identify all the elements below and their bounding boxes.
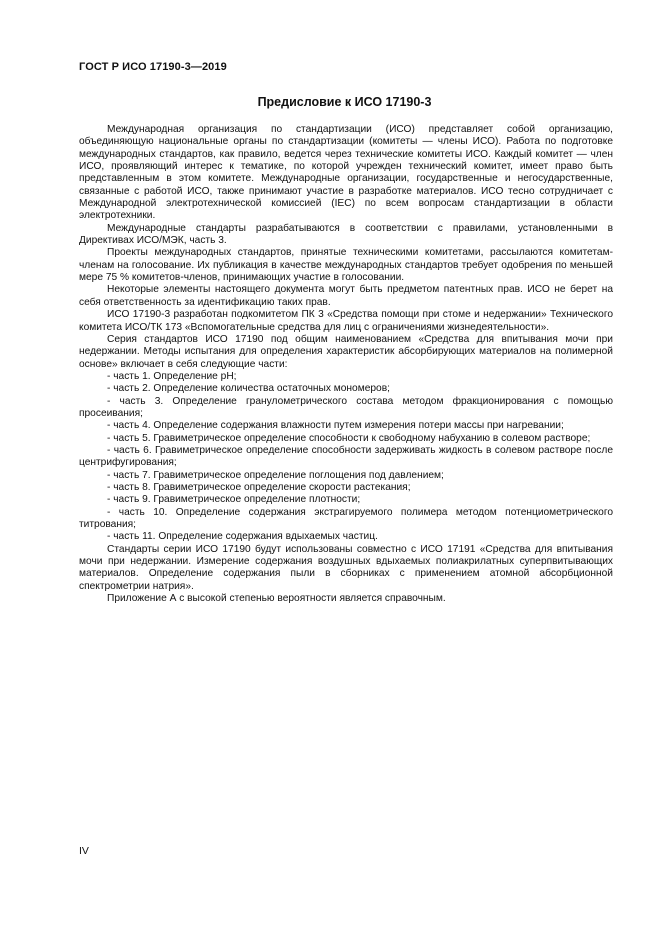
paragraph: Международные стандарты разрабатываются в соответствии с правилами, установленными в Директивах ИСО/МЭК, часть 3. — [79, 222, 613, 247]
list-item: - часть 5. Гравиметрическое определение способности к свободному набуханию в солевом растворе; — [107, 432, 591, 444]
list-item: - часть 6. Гравиметрическое определение способности задерживать жидкость в солевом растворе после центрифугирования; — [79, 444, 613, 469]
paragraph: Проекты международных стандартов, принятые техническими комитетами, рассылаются комитетам-членам на голосование. Их публикация в качестве международных стандартов требует одобрения по меньшей мере 75 % комитетов-членов, принимающих участие в голосовании. — [79, 247, 613, 284]
paragraph: Стандарты серии ИСО 17190 будут использованы совместно с ИСО 17191 «Средства для впитывания мочи при недержании. Измерение содержания воздушных вдыхаемых полиакрилатных суперпвитывающих материалов. Определение содержания пыли в сборниках с применением атомной абсорбционной спектрометрии натрия». — [79, 543, 613, 592]
list-item: - часть 3. Определение гранулометрического состава методом фракционирования с помощью просеивания; — [79, 395, 613, 419]
paragraph: Международная организация по стандартизации (ИСО) представляет собой организацию, объединяющую национальные органы по стандартизации (комитеты — члены ИСО). Работа по подготовке международных стандартов, как правило, ведется через технические комитеты ИСО. Каждый комитет — член ИСО, проявляющий интерес к тематике, по которой учрежден технический комитет, имеет право быть представленным в этом комитете. Международные организации, государственные и негосударственные, связанные с работой ИСО, также принимают участие в разработке материалов. ИСО тесно сотрудничает с Международной электротехнической комиссией (IEC) по всем вопросам стандартизации в области электротехники. — [79, 124, 613, 222]
document-header: ГОСТ Р ИСО 17190-3—2019 — [79, 61, 227, 73]
paragraph: Некоторые элементы настоящего документа могут быть предметом патентных прав. ИСО не берет на себя ответственность за идентификацию таких прав. — [79, 284, 613, 308]
paragraph: Серия стандартов ИСО 17190 под общим наименованием «Средства для впитывания мочи при недержании. Методы испытания для определения характеристик абсорбирующих материалов на полимерной основе» включает в себя следующие части: — [79, 333, 613, 370]
list-item: - часть 11. Определение содержания вдыхаемых частиц. — [107, 531, 378, 543]
list-item: - часть 4. Определение содержания влажности путем измерения потери массы при нагревании; — [107, 420, 564, 432]
body-text — [79, 124, 613, 605]
page-number: IV — [79, 845, 89, 857]
list-item: - часть 7. Гравиметрическое определение поглощения под давлением; — [107, 469, 444, 481]
list-item: - часть 9. Гравиметрическое определение плотности; — [107, 494, 361, 506]
paragraph: Приложение А с высокой степенью вероятности является справочным. — [107, 593, 446, 605]
paragraph: ИСО 17190-3 разработан подкомитетом ПК 3 «Средства помощи при стоме и недержании» Технического комитета ИСО/ТК 173 «Вспомогательные средства для лиц с ограничениями жизнедеятельности». — [79, 309, 613, 333]
list-item: - часть 2. Определение количества остаточных мономеров; — [107, 383, 390, 395]
list-item: - часть 8. Гравиметрическое определение скорости растекания; — [107, 481, 411, 493]
list-item: - часть 10. Определение содержания экстрагируемого полимера методом потенциометрического титрования; — [79, 506, 613, 530]
section-title: Предисловие к ИСО 17190-3 — [257, 95, 432, 109]
list-item: - часть 1. Определение pH; — [107, 370, 237, 382]
